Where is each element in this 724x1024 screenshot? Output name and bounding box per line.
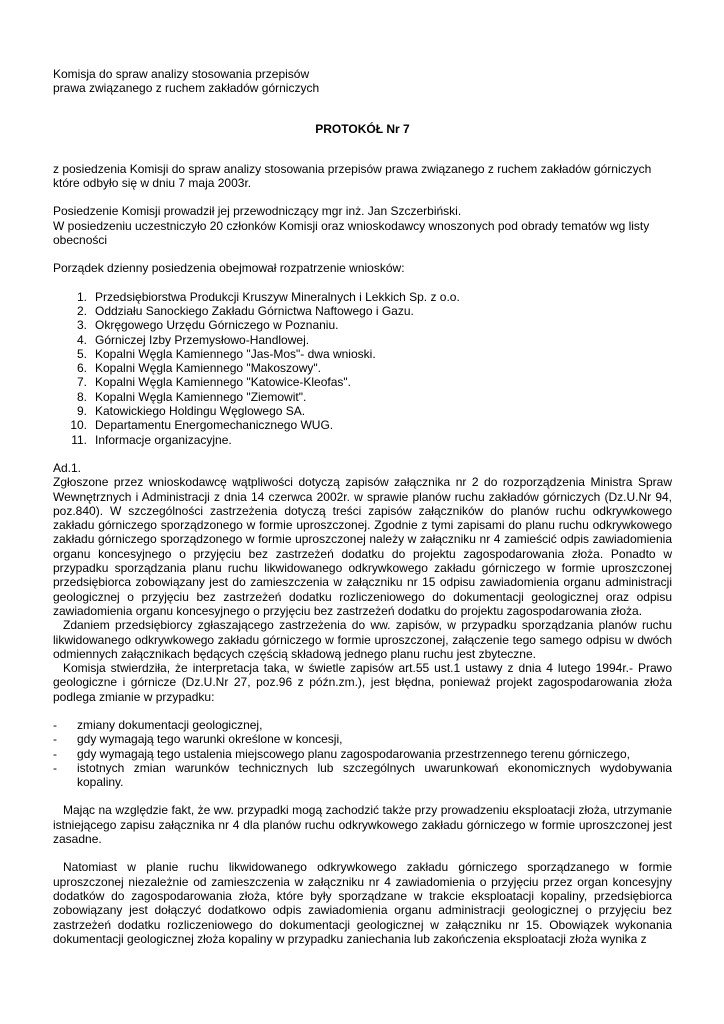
list-item: 10. Departamentu Energomechanicznego WUG.	[70, 418, 334, 433]
header-line-2: prawa związanego z ruchem zakładów górniczych	[53, 81, 320, 96]
section-heading-ad1: Ad.1.	[53, 460, 82, 475]
list-item: - zmiany dokumentacji geologicznej,	[53, 717, 263, 732]
committee-header	[53, 67, 672, 96]
list-item: 2. Oddziału Sanockiego Zakładu Górnictwa Naftowego i Gazu.	[76, 303, 414, 318]
list-item: 7. Kopalni Węgla Kamiennego "Katowice-Kleofas".	[76, 375, 351, 390]
ad1-paragraph-4: Mając na względzie fakt, że ww. przypadki mogą zachodzić także przy prowadzeniu eksploatacji złoża, utrzymanie istniejącego zapisu załącznika nr 4 dla planów ruchu odkrywkowego zakładu górniczego w formie uproszczonej jest zasadne.	[53, 803, 672, 847]
ad1-paragraph-5: Natomiast w planie ruchu likwidowanego odkrywkowego zakładu górniczego sporządzanego w formie uproszczonej niezależnie od zamieszczenia w załączniku nr 4 zawiadomienia o przyjęciu przez organ koncesyjny dodatków do zagospodarowania złoża, które były sporządzane w trakcie eksploatacji kopaliny, przedsiębiorca zobowiązany jest dołączyć dodatkowo odpis zawiadomienia organu administracji geologicznej o przyjęciu bez zastrzeżeń dodatku rozliczeniowego do dokumentacji geologicznej w załączniku nr 15. Obowiązek wykonania dokumentacji geologicznej złoża kopaliny w przypadku zaniechania lub zakończenia eksploatacji złoża wynika z	[53, 860, 672, 946]
ad1-paragraph-2: Zdaniem przedsiębiorcy zgłaszającego zastrzeżenia do ww. zapisów, w przypadku sporządzania planów ruchu likwidowanego odkrywkowego zakładu górniczego w formie uproszczonej, załączenie tego samego odpisu w dwóch odmiennych załącznikach będących częścią składową jednego planu ruchu jest zbyteczne.	[53, 618, 672, 661]
list-item: - istotnych zmian warunków technicznych lub szczególnych uwarunkowań ekonomicznych wydobywania kopaliny.	[53, 760, 672, 790]
list-item: 11. Informacje organizacyjne.	[71, 432, 232, 447]
agenda-intro: Porządek dzienny posiedzenia obejmował rozpatrzenie wniosków:	[53, 261, 405, 276]
list-item: 6. Kopalni Węgla Kamiennego "Makoszowy".	[76, 361, 321, 376]
list-item: 9. Katowickiego Holdingu Węglowego SA.	[76, 404, 306, 419]
list-item: 4. Górniczej Izby Przemysłowo-Handlowej.	[76, 332, 310, 347]
list-item: - gdy wymagają tego ustalenia miejscowego planu zagospodarowania przestrzennego terenu górniczego,	[53, 746, 631, 761]
list-item: 5. Kopalni Węgla Kamiennego "Jas-Mos"- dwa wnioski.	[76, 346, 376, 361]
list-item: - gdy wymagają tego warunki określone w koncesji,	[53, 732, 343, 747]
header-line-1: Komisja do spraw analizy stosowania przepisów	[53, 67, 310, 81]
attendance-paragraph: W posiedzeniu uczestniczyło 20 członków Komisji oraz wnioskodawcy wnoszonych pod obrady tematów wg listy obecności	[53, 218, 650, 248]
chairman-paragraph: Posiedzenie Komisji prowadził jej przewodniczący mgr inż. Jan Szczerbiński.	[53, 204, 462, 219]
list-item: 1. Przedsiębiorstwa Produkcji Kruszyw Mineralnych i Lekkich Sp. z o.o.	[76, 289, 460, 304]
list-item: 8. Kopalni Węgla Kamiennego "Ziemowit".	[76, 389, 307, 404]
document-page	[53, 67, 672, 946]
dash-list	[53, 718, 672, 789]
agenda-list	[53, 290, 672, 447]
ad1-paragraph-1: Zgłoszone przez wnioskodawcę wątpliwości dotyczą zapisów załącznika nr 2 do rozporządzenia Ministra Spraw Wewnętrznych i Administracji z dnia 14 czerwca 2002r. w sprawie planów ruchu zakładów górniczych (Dz.U.Nr 94, poz.840). W szczególności zastrzeżenia dotyczą treści zapisów załączników do planów ruchu odkrywkowego zakładu górniczego sporządzonego w formie uproszczonej. Zgodnie z tymi zapisami do planu ruchu odkrywkowego zakładu górniczego sporządzonego w formie uproszczonej należy w załączniku nr 4 zamieścić odpis zawiadomienia organu koncesyjnego o przyjęciu bez zastrzeżeń dodatku do projektu zagospodarowania złoża. Ponadto w przypadku sporządzania planu ruchu likwidowanego odkrywkowego zakładu górniczego w formie uproszczonej przedsiębiorca zobowiązany jest do zamieszczenia w załączniku nr 15 odpisu zawiadomienia organu administracji geologicznej o przyjęciu bez zastrzeżeń dodatku rozliczeniowego do dokumentacji geologicznej oraz odpisu zawiadomienia organu koncesyjnego o przyjęciu bez zastrzeżeń dodatku do projektu zagospodarowania złoża.	[53, 475, 672, 618]
list-item: 3. Okręgowego Urzędu Górniczego w Poznaniu.	[76, 318, 339, 333]
ad1-paragraph-3: Komisja stwierdziła, że interpretacja taka, w świetle zapisów art.55 ust.1 ustawy z dnia 4 lutego 1994r.- Prawo geologiczne i górnicze (Dz.U.Nr 27, poz.96 z późn.zm.), jest błędna, ponieważ projekt zagospodarowania złoża podlega zmianie w przypadku:	[53, 661, 672, 704]
document-title: PROTOKÓŁ Nr 7	[315, 121, 410, 136]
intro-paragraph: z posiedzenia Komisji do spraw analizy stosowania przepisów prawa związanego z ruchem zakładów górniczych które odbyło się w dniu 7 maja 2003r.	[53, 161, 652, 191]
